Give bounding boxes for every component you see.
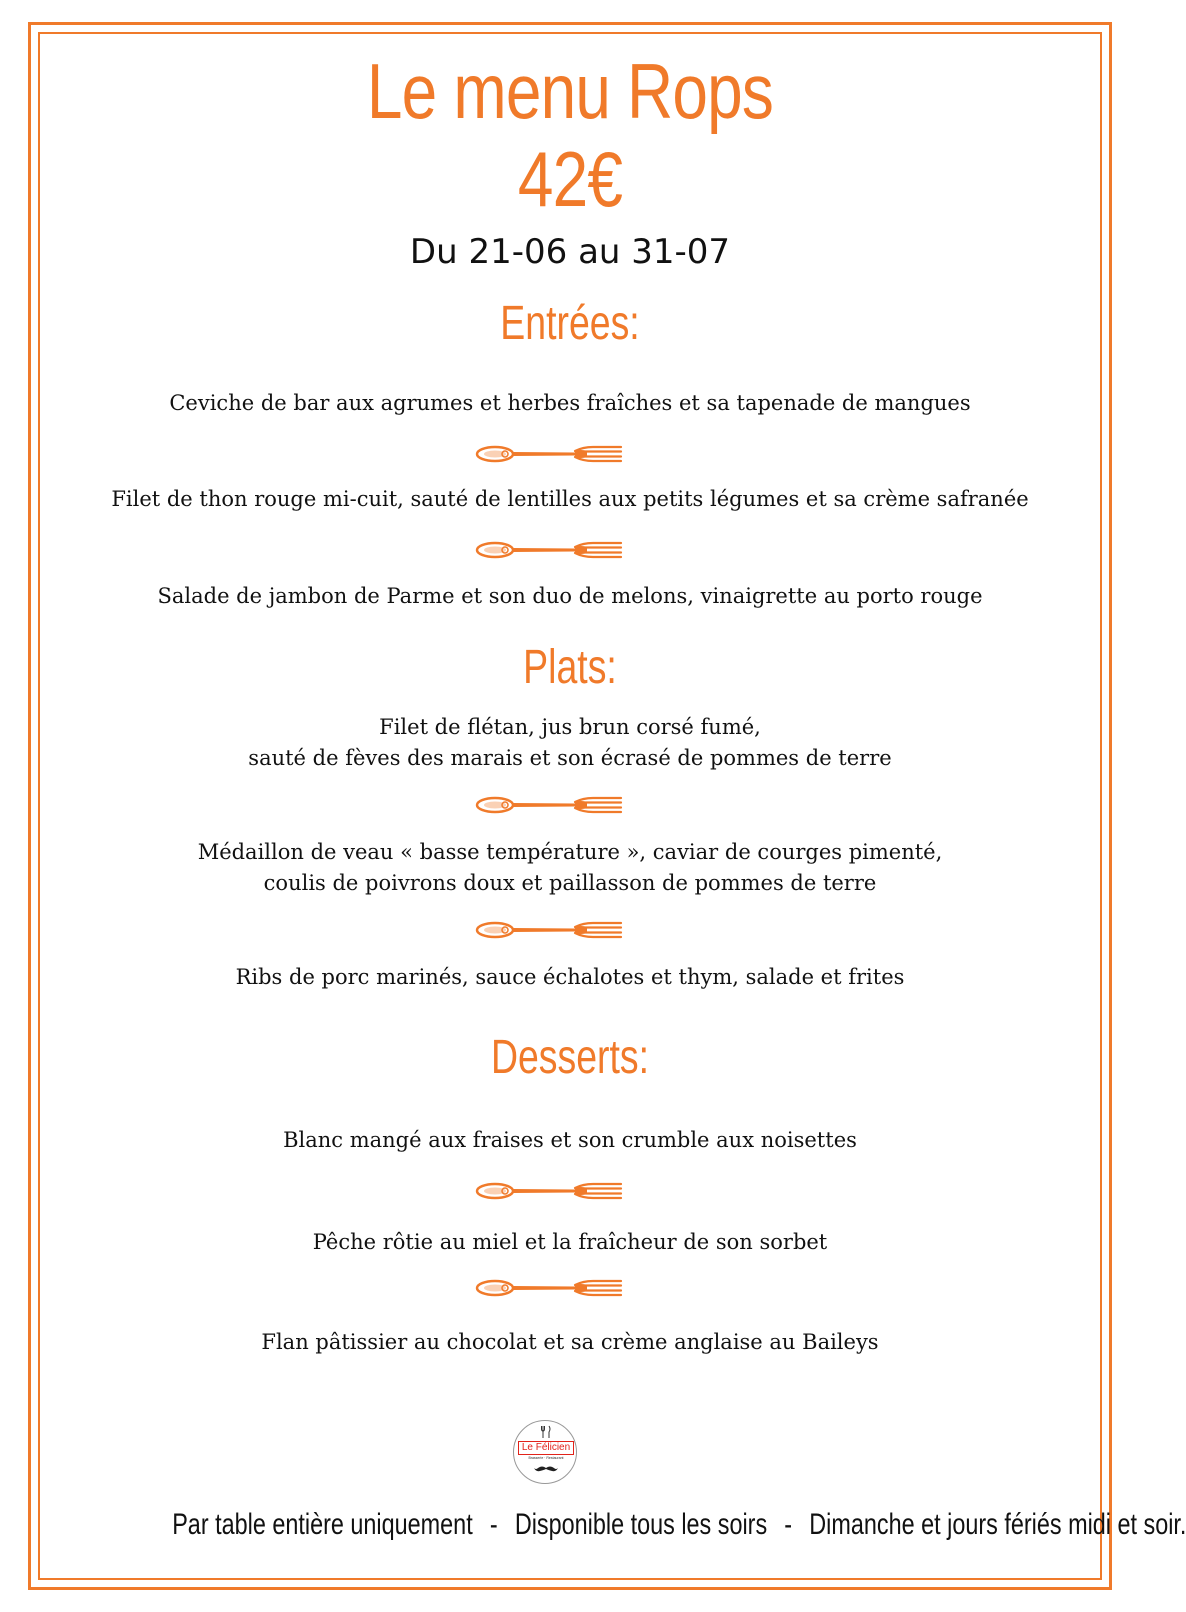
menu-price: 42€ [517,135,623,223]
plat-item-2 [60,837,1080,899]
fork-divider-icon [475,539,625,561]
dessert-item-3: Flan pâtissier au chocolat et sa crème anglaise au Baileys [261,1330,879,1354]
fork-divider-icon [475,443,625,465]
dessert-item-2: Pêche rôtie au miel et la fraîcheur de son sorbet [312,1230,828,1254]
footer-separator: - [784,1508,793,1541]
fork-divider-icon [475,919,625,941]
menu-period: Du 21-06 au 31-07 [409,232,731,272]
plat-item-2-line1: Médaillon de veau « basse température », caviar de courges pimenté, [197,840,943,864]
menu-title: Le menu Rops [366,47,774,135]
fork-divider-icon [475,1180,625,1202]
logo-name: Le Félicien [518,1441,574,1455]
dessert-item-1: Blanc mangé aux fraises et son crumble aux noisettes [283,1128,857,1152]
footer-part-2: Disponible tous les soirs [514,1508,768,1541]
entree-item-2: Filet de thon rouge mi-cuit, sauté de lentilles aux petits légumes et sa crème safranée [111,487,1029,511]
plat-item-1-line1: Filet de flétan, jus brun corsé fumé, [379,715,761,739]
plat-item-2-line2: coulis de poivrons doux et paillasson de pommes de terre [263,871,877,895]
plat-item-1 [60,712,1080,774]
footer-part-3: Dimanche et jours fériés midi et soir. [809,1508,1186,1541]
entree-item-3: Salade de jambon de Parme et son duo de melons, vinaigrette au porto rouge [157,584,983,608]
plat-item-1-line2: sauté de fèves des marais et son écrasé de pommes de terre [248,746,892,770]
section-title-desserts: Desserts: [490,1031,650,1084]
mustache-icon [534,1465,558,1473]
cutlery-icon [540,1425,552,1439]
section-title-plats: Plats: [523,641,617,694]
footer-separator: - [489,1508,498,1541]
entree-item-1: Ceviche de bar aux agrumes et herbes fraîches et sa tapenade de mangues [169,391,971,415]
section-title-entrees: Entrées: [500,297,640,350]
footer-conditions [172,1508,1186,1542]
fork-divider-icon [475,794,625,816]
fork-divider-icon [475,1277,625,1299]
footer-part-1: Par table entière uniquement [172,1508,473,1541]
logo-subtitle: Brasserie · Restaurant [528,1456,564,1460]
plat-item-3: Ribs de porc marinés, sauce échalotes et thym, salade et frites [235,965,905,989]
restaurant-logo [513,1420,577,1484]
